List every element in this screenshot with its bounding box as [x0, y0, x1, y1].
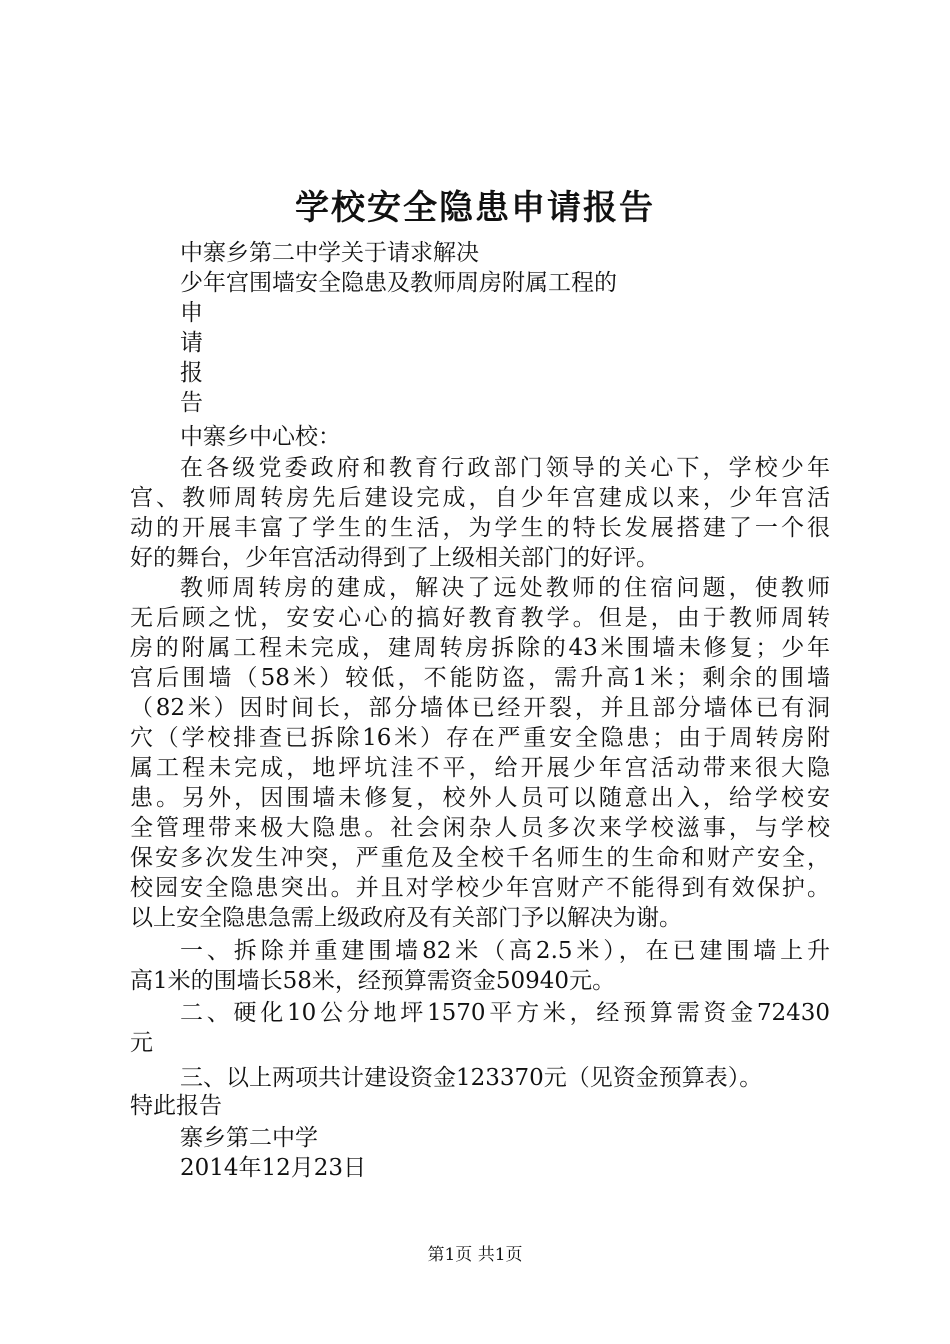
signature: 寨乡第二中学	[180, 1125, 318, 1151]
item-line: 高1米的围墙长58米，经预算需资金50940元。	[130, 968, 616, 994]
paragraph-line: 在各级党委政府和教育行政部门领导的关心下，学校少年	[180, 455, 830, 481]
date: 2014年12月23日	[180, 1155, 367, 1181]
heading-line: 少年宫围墙安全隐患及教师周房附属工程的	[180, 270, 617, 296]
paragraph-line: 房的附属工程未完成，建周转房拆除的43米围墙未修复；少年	[130, 635, 830, 661]
recipient: 中寨乡中心校：	[180, 424, 341, 450]
page-footer: 第1页 共1页	[427, 1245, 523, 1265]
heading-line: 告	[180, 390, 203, 416]
paragraph-line: 保安多次发生冲突，严重危及全校千名师生的生命和财产安全，	[130, 845, 830, 871]
item-line: 一、拆除并重建围墙82米（高2.5米），在已建围墙上升	[180, 938, 830, 964]
paragraph-line: （82米）因时间长，部分墙体已经开裂，并且部分墙体已有洞	[130, 695, 830, 721]
paragraph-line: 动的开展丰富了学生的生活，为学生的特长发展搭建了一个很	[130, 515, 830, 541]
document-title: 学校安全隐患申请报告	[295, 188, 655, 228]
paragraph-line: 宫、教师周转房先后建设完成，自少年宫建成以来，少年宫活	[130, 485, 830, 511]
item-line: 三、以上两项共计建设资金123370元（见资金预算表）。	[180, 1065, 763, 1091]
paragraph-line: 无后顾之忧，安安心心的搞好教育教学。但是，由于教师周转	[130, 605, 830, 631]
item-line: 特此报告	[130, 1093, 222, 1119]
paragraph-line: 以上安全隐患急需上级政府及有关部门予以解决为谢。	[130, 905, 682, 931]
paragraph-line: 宫后围墙（58米）较低，不能防盗，需升高1米；剩余的围墙	[130, 665, 830, 691]
paragraph-line: 校园安全隐患突出。并且对学校少年宫财产不能得到有效保护。	[130, 875, 830, 901]
paragraph-line: 全管理带来极大隐患。社会闲杂人员多次来学校滋事，与学校	[130, 815, 830, 841]
paragraph-line: 穴（学校排查已拆除16米）存在严重安全隐患；由于周转房附	[130, 725, 830, 751]
paragraph-line: 属工程未完成，地坪坑洼不平，给开展少年宫活动带来很大隐	[130, 755, 830, 781]
item-line: 元	[130, 1030, 153, 1056]
item-line: 二、硬化10公分地坪1570平方米，经预算需资金72430	[180, 1000, 830, 1026]
heading-line: 请	[180, 330, 203, 356]
paragraph-line: 教师周转房的建成，解决了远处教师的住宿问题，使教师	[180, 575, 830, 601]
heading-line: 中寨乡第二中学关于请求解决	[180, 240, 479, 266]
paragraph-line: 患。另外，因围墙未修复，校外人员可以随意出入，给学校安	[130, 785, 830, 811]
paragraph-line: 好的舞台，少年宫活动得到了上级相关部门的好评。	[130, 545, 659, 571]
heading-line: 报	[180, 360, 203, 386]
heading-line: 申	[180, 300, 203, 326]
